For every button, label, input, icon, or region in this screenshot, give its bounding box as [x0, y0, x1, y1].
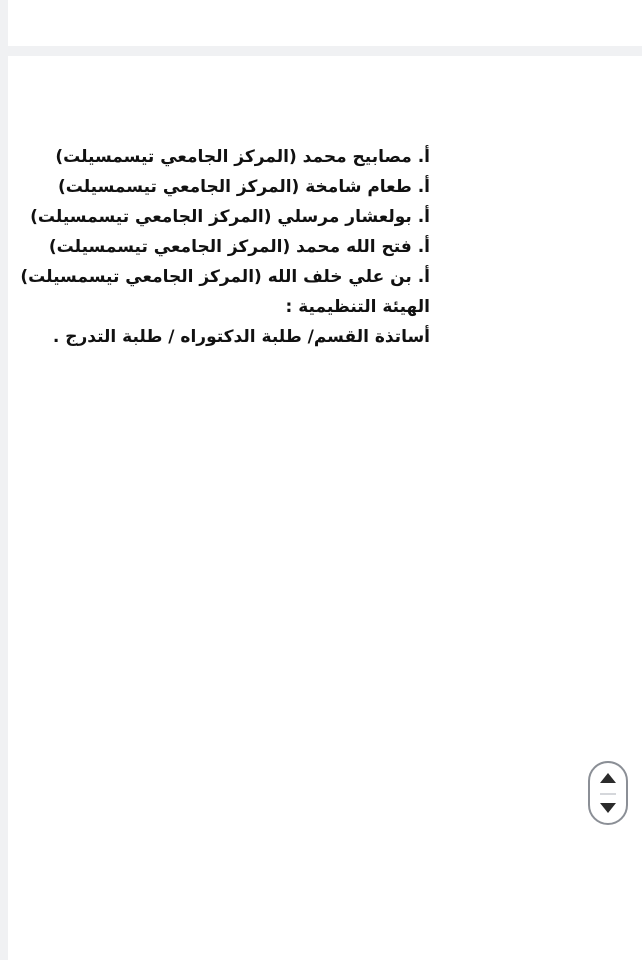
- committee-member-5: أ. بن علي خلف الله (المركز الجامعي تيسمسيلت): [20, 267, 430, 287]
- committee-member-4: أ. فتح الله محمد (المركز الجامعي تيسمسيلت): [48, 237, 430, 257]
- previous-page-sheet: [8, 0, 642, 46]
- document-page: [8, 56, 642, 960]
- organizing-committee-heading: الهيئة التنظيمية :: [285, 297, 430, 317]
- page-scroll-control: [588, 761, 628, 825]
- scroll-up-button[interactable]: [590, 763, 626, 793]
- committee-list: [20, 142, 430, 352]
- triangle-down-icon: [600, 803, 616, 813]
- committee-member-1: أ. مصابيح محمد (المركز الجامعي تيسمسيلت): [55, 147, 430, 167]
- scroll-down-button[interactable]: [590, 793, 626, 823]
- committee-member-2: أ. طعام شامخة (المركز الجامعي تيسمسيلت): [57, 177, 430, 197]
- organizing-committee-members: أساتذة القسم/ طلبة الدكتوراه / طلبة التدرج .: [52, 327, 430, 347]
- triangle-up-icon: [600, 773, 616, 783]
- committee-member-3: أ. بولعشار مرسلي (المركز الجامعي تيسمسيلت): [30, 207, 430, 227]
